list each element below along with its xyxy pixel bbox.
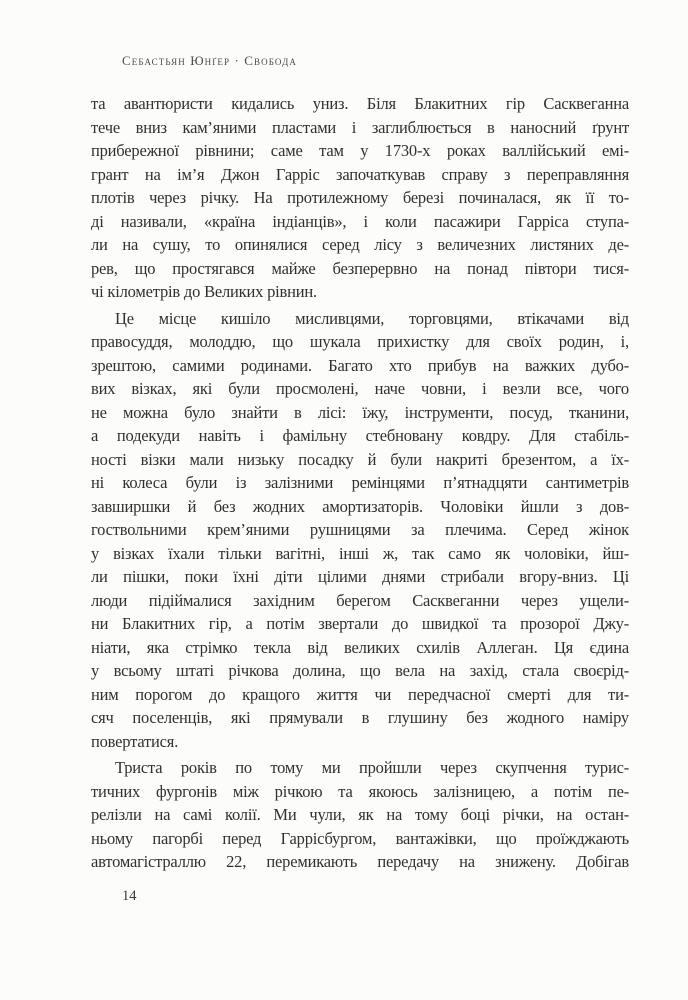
text-line: чі кілометрів до Великих рівнин. <box>91 282 317 301</box>
page-number: 14 <box>122 888 137 904</box>
text-line: релізли на самі колії. Ми чули, як на тому боці річки, на остан- <box>91 805 629 824</box>
text-line: у візках їхали тільки вагітні, інші ж, так само як чоловіки, йш- <box>91 543 629 563</box>
text-line: ли пішки, поки їхні діти цілими днями стрибали вгору-вниз. Ці <box>91 567 629 586</box>
text-line: ли на сушу, то опинялися серед лісу з величезних листяних де- <box>91 235 629 254</box>
text-line: ності візки мали низьку посадку й були накриті брезентом, а їх- <box>91 449 629 469</box>
text-line: ніати, яка стрімко текла від великих схилів Аллеган. Ця єдина <box>91 637 629 657</box>
text-line: тече вниз кам’яними пластами і заглиблюється в наносний ґрунт <box>91 117 629 137</box>
text-line: завширшки й без жодних амортизаторів. Чоловіки йшли з дов- <box>91 496 629 516</box>
text-line: а подекуди навіть і фамільну стебновану ковдру. Для стабіль- <box>91 426 629 445</box>
text-line: повертатися. <box>91 731 179 751</box>
text-line: вих візках, які були просмолені, наче човни, і везли все, чого <box>91 379 629 398</box>
text-line: Триста років по тому ми пройшли через скупчення турис- <box>115 758 629 777</box>
text-block <box>91 92 629 874</box>
text-line: зрештою, самими родинами. Багато хто прибув на важких дубо- <box>91 355 629 375</box>
text-line: прибережної рівнини; саме там у 1730-х роках валлійський емі- <box>91 141 629 160</box>
text-line: ни Блакитних гір, а потім звертали до швидкої та прозорої Джу- <box>91 614 629 633</box>
text-line: плотів через річку. На протилежному березі починалася, як її то- <box>91 188 629 207</box>
text-line: Це місце кишіло мисливцями, торговцями, втікачами від <box>115 308 629 328</box>
text-line: автомагістраллю 22, перемикають передачу на знижену. Добігав <box>91 852 629 871</box>
text-line: грант на ім’я Джон Гарріс започаткував справу з переправляння <box>91 164 629 184</box>
paragraph <box>91 307 629 754</box>
text-line: не можна було знайти в лісі: їжу, інструменти, посуд, тканини, <box>91 402 629 422</box>
text-line: ді називали, «країна індіанців», і коли пасажири Гарріса ступа- <box>91 211 629 231</box>
paragraph <box>91 92 629 304</box>
text-line: люди підіймалися західним берегом Сасквеганни через ущели- <box>91 590 629 610</box>
running-header: Себастьян Юнґер · Свобода <box>122 53 297 68</box>
text-line: сяч поселенців, які прямували в глушину без жодного наміру <box>91 708 629 727</box>
text-line: та авантюристи кидались униз. Біля Блакитних гір Сасквеганна <box>91 94 629 113</box>
text-line: рев, що простягався майже безперервно на понад півтори тися- <box>91 258 629 278</box>
text-line: тичних фургонів між річкою та якоюсь залізницею, а потім пе- <box>91 781 629 801</box>
text-line: гоствольними крем’яними рушницями за плечима. Серед жінок <box>91 520 629 539</box>
text-line: ньому пагорбі перед Гаррісбургом, вантажівки, що проїжджають <box>91 828 629 848</box>
paragraph <box>91 756 629 874</box>
text-line: ні колеса були із залізними ремінцями п’ятнадцяти сантиметрів <box>91 473 629 492</box>
text-line: правосуддя, молоддю, що шукала прихистку для своїх родин, і, <box>91 332 629 351</box>
text-line: ним порогом до кращого життя чи передчасної смерті для ти- <box>91 684 629 704</box>
text-line: у всьому штаті річкова долина, що вела на захід, стала своєрід- <box>91 661 629 680</box>
